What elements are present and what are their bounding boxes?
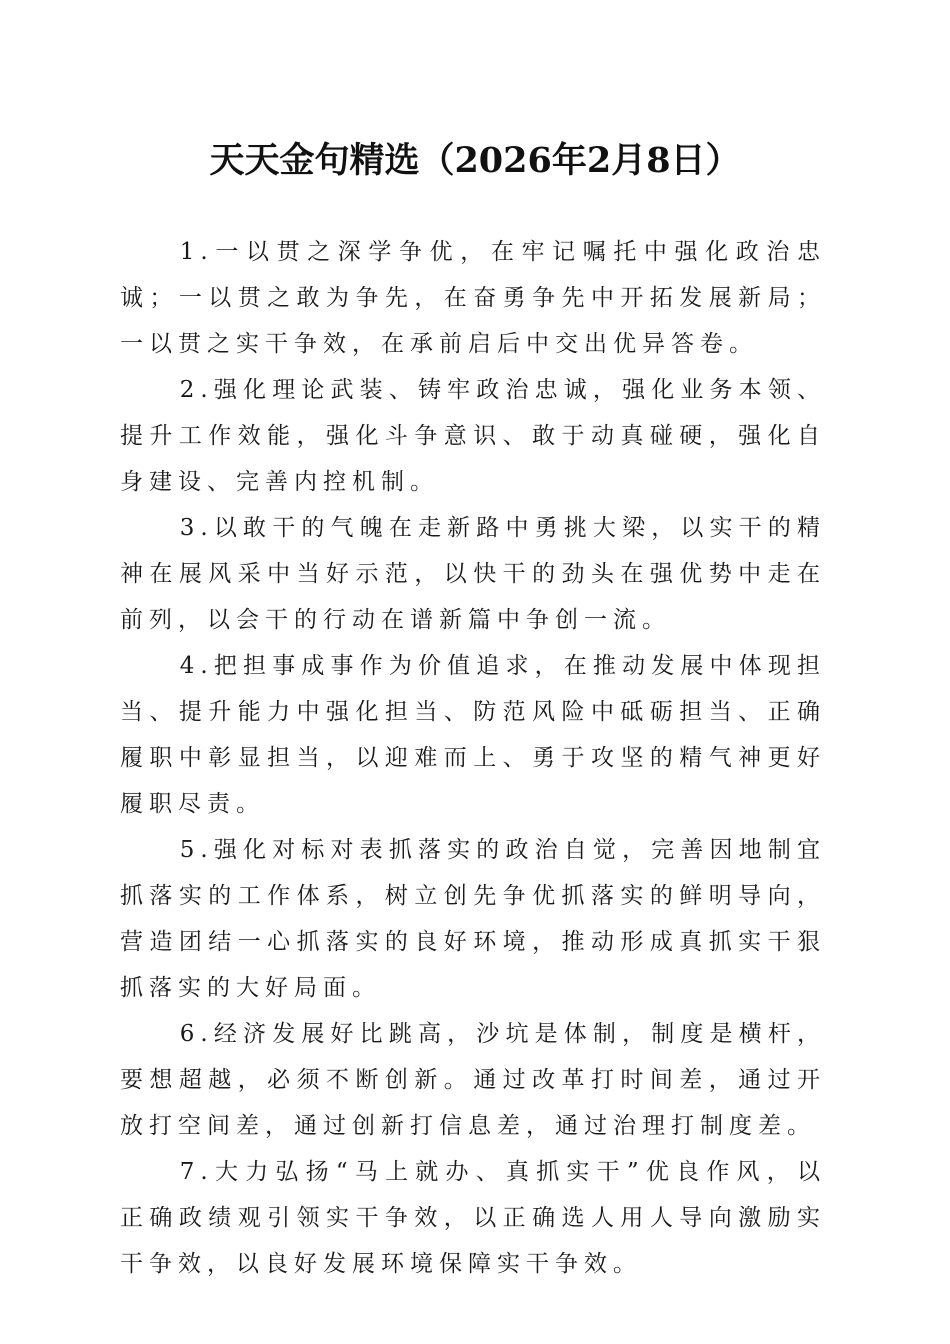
quote-paragraph-7: 7.大力弘扬“马上就办、真抓实干”优良作风，以正确政绩观引领实干争效，以正确选人用人导向激励实干争效，以良好发展环境保障实干争效。 xyxy=(120,1159,826,1277)
document-body xyxy=(120,229,826,1287)
quote-paragraph-5: 5.强化对标对表抓落实的政治自觉，完善因地制宜抓落实的工作体系，树立创先争优抓落实的鲜明导向，营造团结一心抓落实的良好环境，推动形成真抓实干狠抓落实的大好局面。 xyxy=(120,837,826,1001)
quote-paragraph-3: 3.以敢干的气魄在走新路中勇挑大梁，以实干的精神在展风采中当好示范，以快干的劲头在强优势中走在前列，以会干的行动在谱新篇中争创一流。 xyxy=(120,515,826,633)
quote-paragraph-1: 1.一以贯之深学争优，在牢记嘱托中强化政治忠诚；一以贯之敢为争先，在奋勇争先中开拓发展新局；一以贯之实干争效，在承前启后中交出优异答卷。 xyxy=(120,239,826,357)
document-title: 天天金句精选（2026年2月8日） xyxy=(209,140,741,181)
quote-paragraph-2: 2.强化理论武装、铸牢政治忠诚，强化业务本领、提升工作效能，强化斗争意识、敢于动真碰硬，强化自身建设、完善内控机制。 xyxy=(120,377,826,495)
quote-paragraph-6: 6.经济发展好比跳高，沙坑是体制，制度是横杆，要想超越，必须不断创新。通过改革打时间差，通过开放打空间差，通过创新打信息差，通过治理打制度差。 xyxy=(120,1021,826,1139)
quote-paragraph-4: 4.把担事成事作为价值追求，在推动发展中体现担当、提升能力中强化担当、防范风险中砥砺担当、正确履职中彰显担当，以迎难而上、勇于攻坚的精气神更好履职尽责。 xyxy=(120,653,826,817)
